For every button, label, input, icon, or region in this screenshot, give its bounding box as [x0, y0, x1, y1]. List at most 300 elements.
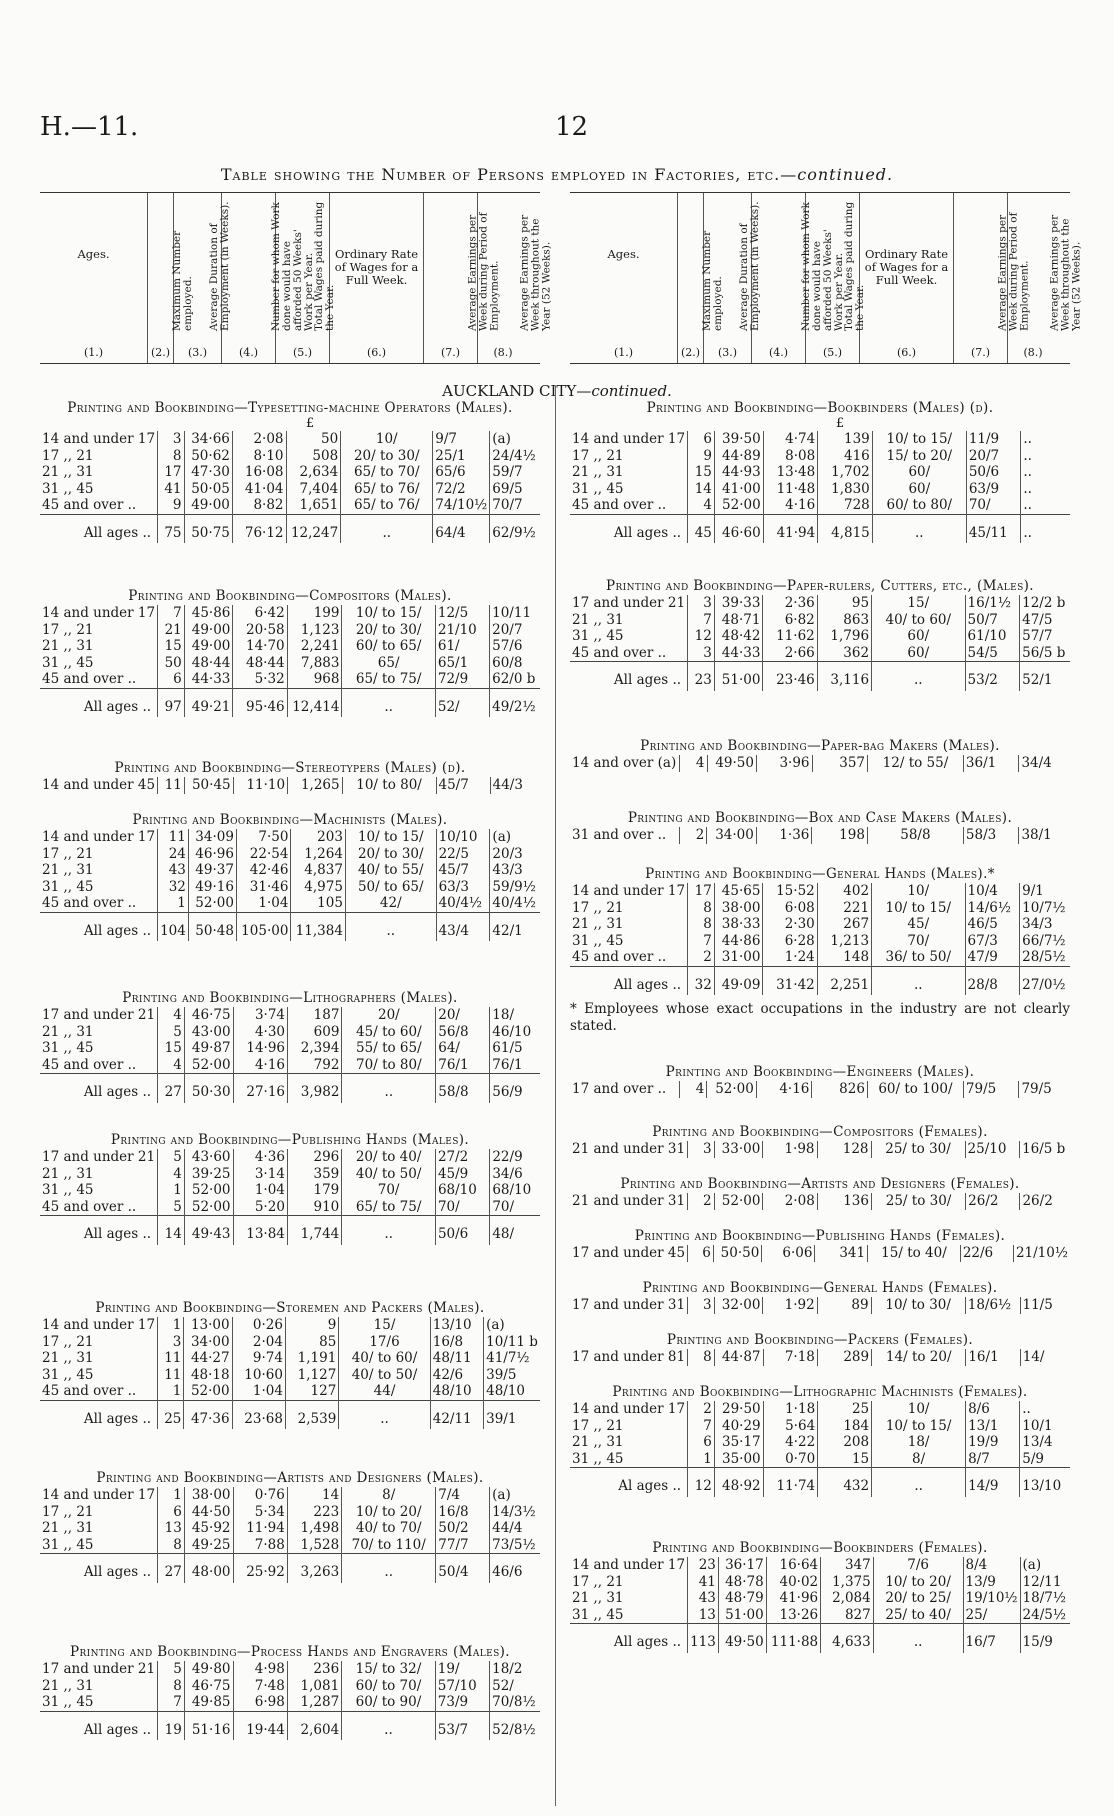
data-table: [570, 827, 1070, 844]
cell-col-7: 64/: [436, 1040, 490, 1057]
cell-col-2: 97: [158, 688, 185, 717]
cell-col-1: 14 and under 45: [40, 777, 158, 794]
cell-col-5: 14: [287, 1487, 341, 1504]
section-title: Printing and Bookbinding—Machinists (Males).: [132, 812, 448, 828]
table-row: [570, 827, 1070, 844]
section-title: Printing and Bookbinding—Publishing Hands (Females).: [634, 1228, 1006, 1244]
cell-col-4: 10·60: [232, 1367, 285, 1384]
cell-col-8: (a): [486, 1317, 505, 1333]
cell-col-6: 40/ to 60/: [872, 612, 965, 629]
cell-col-7: 18/6½: [965, 1297, 1020, 1314]
cell-col-4: 27·16: [233, 1074, 287, 1103]
cell-col-4: 8·82: [232, 497, 286, 514]
cell-col-8: 60/8: [492, 654, 523, 671]
table-title-main: Table showing the Number of Persons employed in Factories, etc.—: [220, 165, 798, 184]
cell-col-8: 41/7½: [486, 1350, 530, 1366]
data-table: [40, 1007, 540, 1103]
cell-col-6: 10/ to 15/: [872, 1418, 966, 1435]
table-row: [40, 431, 540, 448]
cell-col-3: 44·50: [184, 1504, 233, 1521]
cell-col-5: 4,837: [291, 862, 346, 879]
cell-col-4: 11·10: [233, 777, 287, 794]
cell-col-8: 24/5½: [1022, 1606, 1066, 1623]
cell-col-4: 7·18: [763, 1349, 817, 1366]
cell-col-4: 4·74: [763, 431, 818, 448]
column-number: (4.): [768, 346, 789, 359]
cell-col-1: 14 and under 17: [40, 1317, 158, 1334]
section-title: Printing and Bookbinding—General Hands (Females).: [642, 1280, 998, 1296]
cell-col-6: ..: [342, 1711, 436, 1740]
cell-col-6: 8/: [342, 1487, 436, 1504]
cell-col-8: 14/3½: [492, 1503, 536, 1520]
cell-col-6: 65/ to 76/: [341, 497, 433, 514]
cell-col-7: 50/7: [965, 612, 1020, 629]
cell-col-4: 1·24: [763, 949, 817, 966]
table-row: [40, 497, 540, 514]
cell-col-4: 13·48: [763, 464, 818, 481]
column-header-left: [40, 192, 553, 364]
cell-col-7: 67/3: [965, 933, 1020, 950]
cell-col-3: 49·87: [184, 1040, 233, 1057]
cell-col-8: (a): [492, 431, 511, 447]
cell-col-7: 16/8: [430, 1334, 483, 1351]
cell-col-6: 44/: [339, 1383, 430, 1400]
cell-col-8: 10/11 b: [486, 1333, 538, 1350]
table-row: [40, 1166, 540, 1183]
cell-col-2: 13: [158, 1520, 185, 1537]
cell-col-8: 44/4: [492, 1520, 523, 1536]
section-title: Printing and Bookbinding—Paper-rulers, Cutters, etc., (Males).: [605, 578, 1035, 594]
column-header-3: [170, 193, 231, 363]
cell-col-1: 14 and under 17: [40, 1487, 158, 1504]
cell-col-4: 8·10: [232, 448, 286, 465]
cell-col-4: 6·08: [763, 900, 817, 917]
cell-col-2: 8: [158, 1678, 185, 1695]
cell-col-2: 12: [688, 1468, 715, 1497]
cell-col-4: 11·94: [233, 1520, 287, 1537]
table-row: [40, 1367, 540, 1384]
cell-col-5: 89: [817, 1297, 871, 1314]
table-row: [40, 1199, 540, 1216]
cell-col-7: 14/6½: [965, 900, 1020, 917]
cell-col-7: 46/5: [965, 916, 1020, 933]
column-header-right: [570, 192, 1083, 364]
cell-col-1: 17 and under 21: [40, 1149, 158, 1166]
cell-col-7: 36/1: [963, 755, 1019, 772]
cell-col-3: 49·16: [188, 879, 236, 896]
total-row: [570, 662, 1070, 691]
cell-col-6: 60/ to 80/: [872, 497, 966, 514]
data-table: [570, 755, 1070, 772]
cell-col-3: 48·79: [718, 1590, 766, 1607]
section-title: Printing and Bookbinding—Stereotypers (Males) (d).: [114, 760, 466, 776]
cell-col-1: 21 ,, 31: [40, 1520, 158, 1537]
cell-col-3: 52·00: [714, 1193, 763, 1210]
cell-col-3: 49·00: [184, 638, 233, 655]
cell-col-7: 74/10½: [433, 497, 490, 514]
cell-col-1: 45 and over ..: [570, 497, 688, 514]
cell-col-1: 17 ,, 21: [40, 1504, 158, 1521]
cell-col-1: 45 and over ..: [40, 1383, 158, 1400]
table-row: [570, 883, 1070, 900]
total-row: [570, 1624, 1070, 1653]
cell-col-7: 16/8: [436, 1504, 490, 1521]
cell-col-5: 236: [287, 1661, 341, 1678]
cell-col-3: 38·33: [714, 916, 763, 933]
cell-col-3: 39·33: [714, 595, 763, 612]
table-row: [570, 1418, 1070, 1435]
cell-col-4: 95·46: [233, 688, 287, 717]
cell-col-5: 7,404: [286, 481, 341, 498]
column-header-text: Average Earnings per Week during Period of Employment.: [466, 212, 500, 331]
cell-col-2: 3: [688, 1141, 714, 1158]
cell-col-2: 8: [688, 1349, 715, 1366]
cell-col-4: 16·64: [766, 1557, 820, 1574]
cell-col-8: 57/7: [1022, 628, 1053, 644]
cell-col-4: 1·36: [756, 827, 812, 844]
cell-col-4: 14·70: [233, 638, 287, 655]
table-row: [570, 1557, 1070, 1574]
cell-col-8: 38/1: [1021, 827, 1052, 843]
cell-col-5: 1,796: [817, 628, 871, 645]
table-row: [570, 1401, 1070, 1418]
cell-col-5: 1,081: [287, 1678, 341, 1695]
cell-col-1: 21 ,, 31: [40, 464, 158, 481]
table-section: [40, 588, 540, 717]
cell-col-4: 3·96: [756, 755, 812, 772]
cell-col-1: 45 and over ..: [40, 671, 158, 688]
table-row: [40, 655, 540, 672]
cell-col-8: 10/7½: [1022, 899, 1066, 916]
cell-col-2: 4: [158, 1007, 185, 1024]
cell-col-8: 62/9½: [490, 514, 540, 543]
section-title: Printing and Bookbinding—Engineers (Males).: [665, 1064, 975, 1080]
column-header-text: Average Duration of Employment (in Weeks).: [207, 201, 231, 331]
cell-col-5: 4,975: [291, 879, 346, 896]
data-table: [570, 1401, 1070, 1497]
cell-col-6: 60/: [872, 464, 966, 481]
cell-col-8: 13/4: [1022, 1434, 1053, 1450]
cell-col-1: All ages ..: [570, 1624, 688, 1653]
cell-col-6: 15/ to 32/: [342, 1661, 436, 1678]
cell-col-1: 21 ,, 31: [40, 1678, 158, 1695]
cell-col-2: 7: [688, 933, 715, 950]
column-number: (7.): [970, 346, 991, 359]
cell-col-7: 47/9: [965, 949, 1020, 966]
cell-col-2: 7: [158, 605, 185, 622]
table-row: [570, 1349, 1070, 1366]
column-header-4: [752, 193, 845, 363]
cell-col-8: 10/11: [492, 605, 532, 621]
column-header-text: Total Wages paid during the Year.: [312, 201, 336, 331]
cell-col-8: 43/3: [492, 862, 523, 878]
cell-col-7: 40/4½: [436, 895, 490, 912]
cell-col-8: 68/10: [492, 1182, 532, 1198]
cell-col-1: 31 and over ..: [570, 827, 680, 844]
cell-col-5: 3,263: [287, 1554, 341, 1583]
cell-col-7: 72/2: [433, 481, 490, 498]
cell-col-7: 70/: [966, 497, 1021, 514]
table-row: [40, 1678, 540, 1695]
data-table: [40, 431, 540, 543]
column-number: (3.): [187, 346, 208, 359]
cell-col-6: ..: [339, 1400, 430, 1429]
cell-col-6: 10/ to 15/: [345, 829, 436, 846]
table-row: [570, 612, 1070, 629]
table-row: [40, 1024, 540, 1041]
cell-col-7: 43/4: [436, 912, 490, 941]
cell-col-6: 20/ to 30/: [341, 448, 433, 465]
column-header-2: [148, 193, 194, 363]
cell-col-7: 42/11: [430, 1400, 483, 1429]
table-row: [570, 1245, 1070, 1262]
table-section: [570, 1124, 1070, 1158]
table-row: [40, 1383, 540, 1400]
cell-col-3: 49·25: [184, 1537, 233, 1554]
cell-col-5: 187: [288, 1007, 342, 1024]
cell-col-1: 21 ,, 31: [40, 1166, 158, 1183]
cell-col-8: 61/5: [492, 1040, 523, 1056]
table-row: [40, 622, 540, 639]
cell-col-7: 50/6: [435, 1216, 489, 1245]
table-row: [570, 933, 1070, 950]
cell-col-6: 60/ to 70/: [342, 1678, 436, 1695]
data-table: [570, 1193, 1070, 1210]
cell-col-5: 1,287: [287, 1694, 341, 1711]
cell-col-2: 4: [158, 1057, 185, 1074]
cell-col-1: 21 ,, 31: [40, 1350, 158, 1367]
cell-col-5: 50: [286, 431, 341, 448]
cell-col-6: 10/ to 30/: [871, 1297, 965, 1314]
cell-col-3: 36·17: [718, 1557, 766, 1574]
cell-col-8: 20/7: [492, 621, 523, 638]
cell-col-4: 6·28: [763, 933, 817, 950]
cell-col-6: ..: [342, 1074, 436, 1103]
cell-col-3: 46·75: [184, 1678, 233, 1695]
cell-col-2: 3: [688, 595, 715, 612]
cell-col-5: 416: [818, 448, 873, 465]
cell-col-3: 39·25: [184, 1166, 233, 1183]
cell-col-3: 34·00: [707, 827, 756, 844]
cell-col-5: 1,528: [287, 1537, 341, 1554]
cell-col-1: 31 ,, 45: [40, 1182, 158, 1199]
table-section: [40, 400, 540, 543]
cell-col-8: 73/5½: [492, 1536, 536, 1553]
data-table: [40, 1149, 540, 1245]
cell-col-6: 20/ to 25/: [873, 1590, 963, 1607]
cell-col-6: 20/ to 30/: [342, 622, 435, 639]
cell-col-7: 57/10: [435, 1678, 489, 1695]
table-row: [40, 862, 540, 879]
cell-col-8: 12/11: [1022, 1573, 1062, 1590]
cell-col-2: 4: [680, 755, 707, 772]
cell-col-1: All ages ..: [570, 662, 688, 691]
cell-col-7: 53/2: [965, 662, 1020, 691]
cell-col-5: 2,394: [288, 1040, 342, 1057]
cell-col-5: 1,123: [287, 622, 342, 639]
cell-col-5: 12,414: [287, 688, 342, 717]
cell-col-4: 2·30: [763, 916, 817, 933]
cell-col-2: 6: [688, 1245, 714, 1262]
cell-col-3: 44·89: [714, 448, 763, 465]
cell-col-7: 45/7: [436, 862, 490, 879]
cell-col-6: 65/ to 75/: [342, 671, 435, 688]
table-row: [40, 1334, 540, 1351]
cell-col-5: 432: [818, 1468, 872, 1497]
cell-col-6: 7/6: [873, 1557, 963, 1574]
cell-col-3: 45·92: [184, 1520, 233, 1537]
cell-col-5: 1,830: [818, 481, 873, 498]
table-row: [40, 777, 540, 794]
cell-col-8: ..: [1023, 497, 1032, 513]
cell-col-1: 17 and over ..: [570, 1081, 680, 1098]
cell-col-4: 1·92: [763, 1297, 817, 1314]
cell-col-4: 4·36: [233, 1149, 287, 1166]
cell-col-7: 50/2: [436, 1520, 490, 1537]
cell-col-6: 65/ to 75/: [342, 1199, 436, 1216]
cell-col-4: 5·20: [233, 1199, 287, 1216]
table-row: [40, 638, 540, 655]
cell-col-2: 7: [158, 1694, 185, 1711]
cell-col-6: 40/ to 60/: [339, 1350, 430, 1367]
cell-col-3: 43·00: [184, 1024, 233, 1041]
cell-col-8: 52/8½: [490, 1711, 540, 1740]
cell-col-7: 11/9: [966, 431, 1021, 448]
cell-col-5: 792: [288, 1057, 342, 1074]
section-title: Printing and Bookbinding—Typesetting-machine Operators (Males).: [67, 400, 513, 416]
cell-col-6: ..: [873, 1624, 963, 1653]
cell-col-3: 49·21: [184, 688, 233, 717]
cell-col-7: 9/7: [433, 431, 490, 448]
cell-col-2: 1: [688, 1451, 715, 1468]
cell-col-7: 79/5: [963, 1081, 1019, 1098]
cell-col-5: 203: [291, 829, 346, 846]
cell-col-8: 48/: [490, 1216, 540, 1245]
cell-col-6: 60/: [872, 628, 965, 645]
table-section: [40, 812, 540, 941]
cell-col-7: 48/11: [430, 1350, 483, 1367]
cell-col-7: 19/10½: [963, 1590, 1020, 1607]
table-section: [570, 1176, 1070, 1210]
cell-col-4: 22·54: [236, 846, 291, 863]
cell-col-8: ..: [1023, 464, 1032, 480]
cell-col-5: 357: [812, 755, 868, 772]
cell-col-2: 41: [158, 481, 184, 498]
table-row: [570, 1590, 1070, 1607]
cell-col-8: 56/5 b: [1022, 644, 1066, 661]
cell-col-7: 42/6: [430, 1367, 483, 1384]
column-header-7: [424, 193, 500, 363]
column-header-1: [40, 193, 148, 363]
cell-col-1: 17 and under 21: [570, 595, 688, 612]
table-section: [40, 990, 540, 1103]
cell-col-3: 38·00: [714, 900, 763, 917]
cell-col-6: 36/ to 50/: [872, 949, 965, 966]
cell-col-7: 61/10: [965, 628, 1020, 645]
data-table: [40, 1487, 540, 1583]
column-header-text: Ordinary Rate of Wages for a Full Week.: [864, 247, 949, 287]
cell-col-7: 8/6: [966, 1401, 1020, 1418]
cell-col-8: 39/5: [486, 1366, 517, 1383]
cell-col-5: 3,982: [288, 1074, 342, 1103]
cell-col-7: 45/7: [436, 777, 490, 794]
cell-col-4: 6·06: [762, 1245, 815, 1262]
column-header-text: Average Duration of Employment (in Weeks).: [737, 201, 761, 331]
cell-col-1: All ages ..: [40, 1074, 158, 1103]
cell-col-4: 4·30: [233, 1024, 287, 1041]
table-row: [40, 605, 540, 622]
cell-col-6: ..: [342, 1216, 436, 1245]
data-table: [570, 1141, 1070, 1158]
cell-col-7: 45/9: [435, 1166, 489, 1183]
cell-col-8: ..: [1023, 447, 1032, 464]
cell-col-8: (a): [492, 1487, 511, 1503]
table-title-continued: continued.: [797, 165, 894, 184]
cell-col-5: 1,213: [817, 933, 871, 950]
column-number: (1.): [613, 346, 634, 359]
cell-col-5: 2,241: [287, 638, 342, 655]
column-header-text: Ages.: [607, 247, 640, 261]
cell-col-3: 51·16: [184, 1711, 233, 1740]
total-row: [40, 1711, 540, 1740]
cell-col-7: 10/4: [965, 883, 1020, 900]
cell-col-1: 17 ,, 21: [40, 622, 158, 639]
table-row: [570, 481, 1070, 498]
cell-col-6: 25/ to 30/: [871, 1141, 965, 1158]
cell-col-3: 50·30: [184, 1074, 233, 1103]
cell-col-8: 59/7: [492, 464, 523, 480]
cell-col-5: 2,251: [817, 966, 871, 995]
table-row: [570, 916, 1070, 933]
cell-col-8: 76/1: [492, 1056, 523, 1073]
table-row: [40, 1487, 540, 1504]
cell-col-8: 9/1: [1022, 883, 1044, 899]
cell-col-8: 47/5: [1022, 611, 1053, 628]
cell-col-2: 14: [158, 1216, 185, 1245]
table-row: [40, 481, 540, 498]
cell-col-8: 70/7: [492, 497, 523, 513]
cell-col-2: 27: [158, 1074, 185, 1103]
cell-col-6: 10/ to 15/: [872, 431, 966, 448]
cell-col-6: 70/ to 80/: [342, 1057, 436, 1074]
column-header-text: Average Earnings per Week throughout the Year (52 Weeks).: [1048, 214, 1083, 331]
cell-col-8: 66/7½: [1022, 932, 1066, 949]
cell-col-4: 13·84: [233, 1216, 287, 1245]
unit-symbol: £: [835, 416, 845, 431]
cell-col-3: 35·17: [714, 1434, 763, 1451]
cell-col-6: 65/: [342, 655, 435, 672]
total-row: [570, 1468, 1070, 1497]
cell-col-2: 1: [158, 1317, 184, 1334]
cell-col-2: 5: [158, 1149, 185, 1166]
cell-col-3: 32·00: [714, 1297, 763, 1314]
cell-col-4: 16·08: [232, 464, 286, 481]
cell-col-3: 52·00: [184, 1199, 233, 1216]
cell-col-2: 32: [158, 879, 189, 896]
table-section: [40, 1470, 540, 1583]
cell-col-5: 1,702: [818, 464, 873, 481]
cell-col-3: 49·37: [188, 862, 236, 879]
cell-col-5: 1,127: [285, 1367, 338, 1384]
cell-col-4: 6·98: [233, 1694, 287, 1711]
city-continued: continued.: [591, 382, 672, 400]
cell-col-4: 4·16: [756, 1081, 812, 1098]
section-title: Printing and Bookbinding—Lithographic Machinists (Females).: [612, 1384, 1028, 1400]
cell-col-4: 8·08: [763, 448, 818, 465]
table-row: [570, 497, 1070, 514]
cell-col-5: 2,084: [821, 1590, 874, 1607]
cell-col-3: 47·30: [184, 464, 232, 481]
